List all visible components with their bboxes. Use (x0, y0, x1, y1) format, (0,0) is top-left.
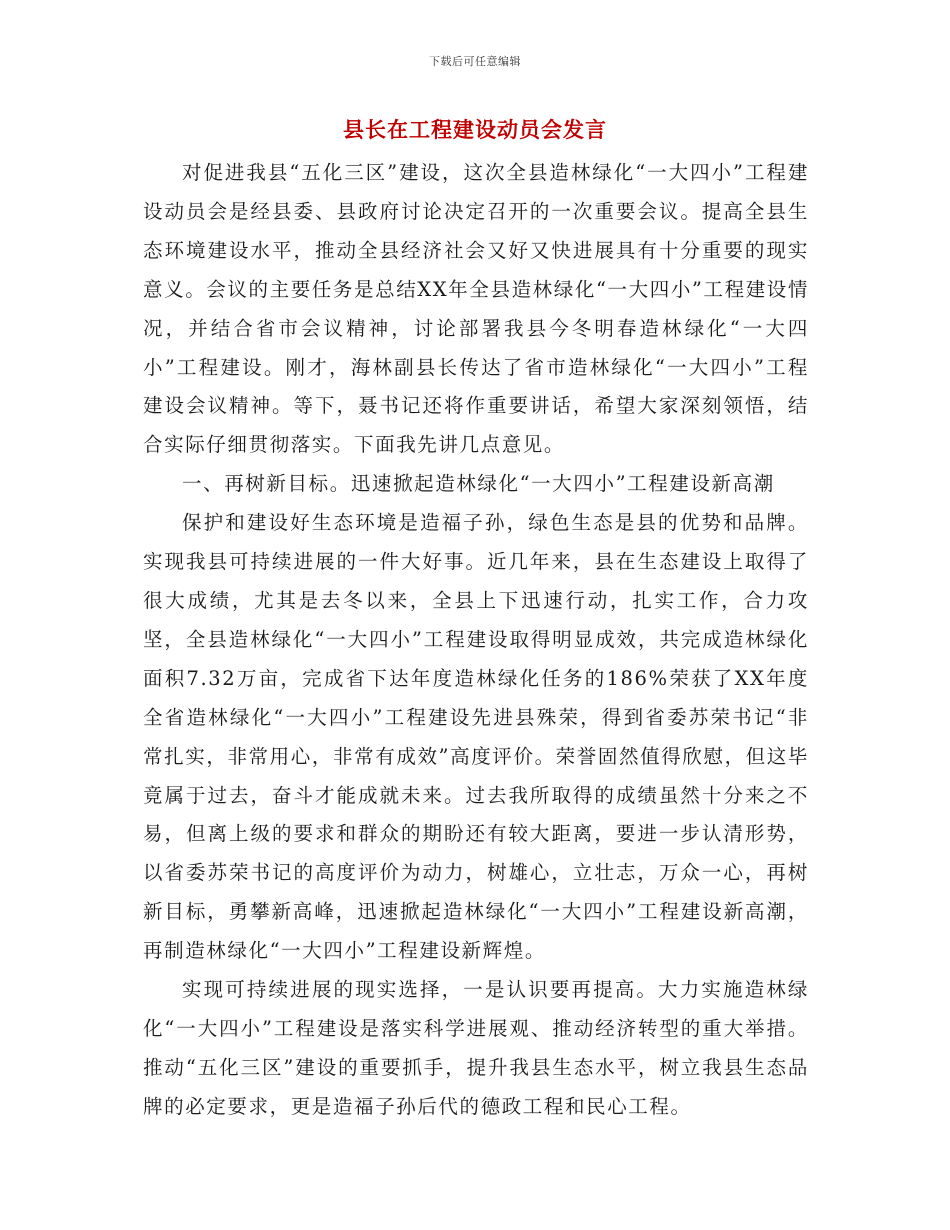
document-body (143, 154, 809, 1127)
page-header-note: 下载后可任意编辑 (429, 55, 521, 68)
paragraph-realistic-choice: 实现可持续进展的现实选择，一是认识要再提高。大力实施造林绿化“一大四小”工程建设是落实科学进展观、推动经济转型的重大举措。推动“五化三区”建设的重要抓手，提升我县生态水平，树立我县生态品牌的必定要求，更是造福子孙后代的德政工程和民心工程。 (143, 978, 809, 1118)
document-title: 县长在工程建设动员会发言 (343, 117, 607, 142)
paragraph-achievements: 保护和建设好生态环境是造福子孙，绿色生态是县的优势和品牌。实现我县可持续进展的一件大好事。近几年来，县在生态建设上取得了很大成绩，尤其是去冬以来，全县上下迅速行动，扎实工作，合力攻坚，全县造林绿化“一大四小”工程建设取得明显成效，共完成造林绿化面积7.32万亩，完成省下达年度造林绿化任务的186%荣获了XX年度全省造林绿化“一大四小”工程建设先进县殊荣，得到省委苏荣书记“非常扎实，非常用心，非常有成效”高度评价。荣誉固然值得欣慰，但这毕竟属于过去，奋斗才能成就未来。过去我所取得的成绩虽然十分来之不易，但离上级的要求和群众的期盼还有较大距离，要进一步认清形势，以省委苏荣书记的高度评价为动力，树雄心，立壮志，万众一心，再树新目标，勇攀新高峰，迅速掀起造林绿化“一大四小”工程建设新高潮，再制造林绿化“一大四小”工程建设新辉煌。 (143, 511, 809, 963)
paragraph-section-heading: 一、再树新目标。迅速掀起造林绿化“一大四小”工程建设新高潮 (182, 472, 775, 496)
paragraph-intro: 对促进我县“五化三区”建设，这次全县造林绿化“一大四小”工程建设动员会是经县委、县政府讨论决定召开的一次重要会议。提高全县生态环境建设水平，推动全县经济社会又好又快进展具有十分重要的现实意义。会议的主要任务是总结XX年全县造林绿化“一大四小”工程建设情况，并结合省市会议精神，讨论部署我县今冬明春造林绿化“一大四小”工程建设。刚才，海林副县长传达了省市造林绿化“一大四小”工程建设会议精神。等下，聂书记还将作重要讲话，希望大家深刻领悟，结合实际仔细贯彻落实。下面我先讲几点意见。 (143, 161, 810, 457)
